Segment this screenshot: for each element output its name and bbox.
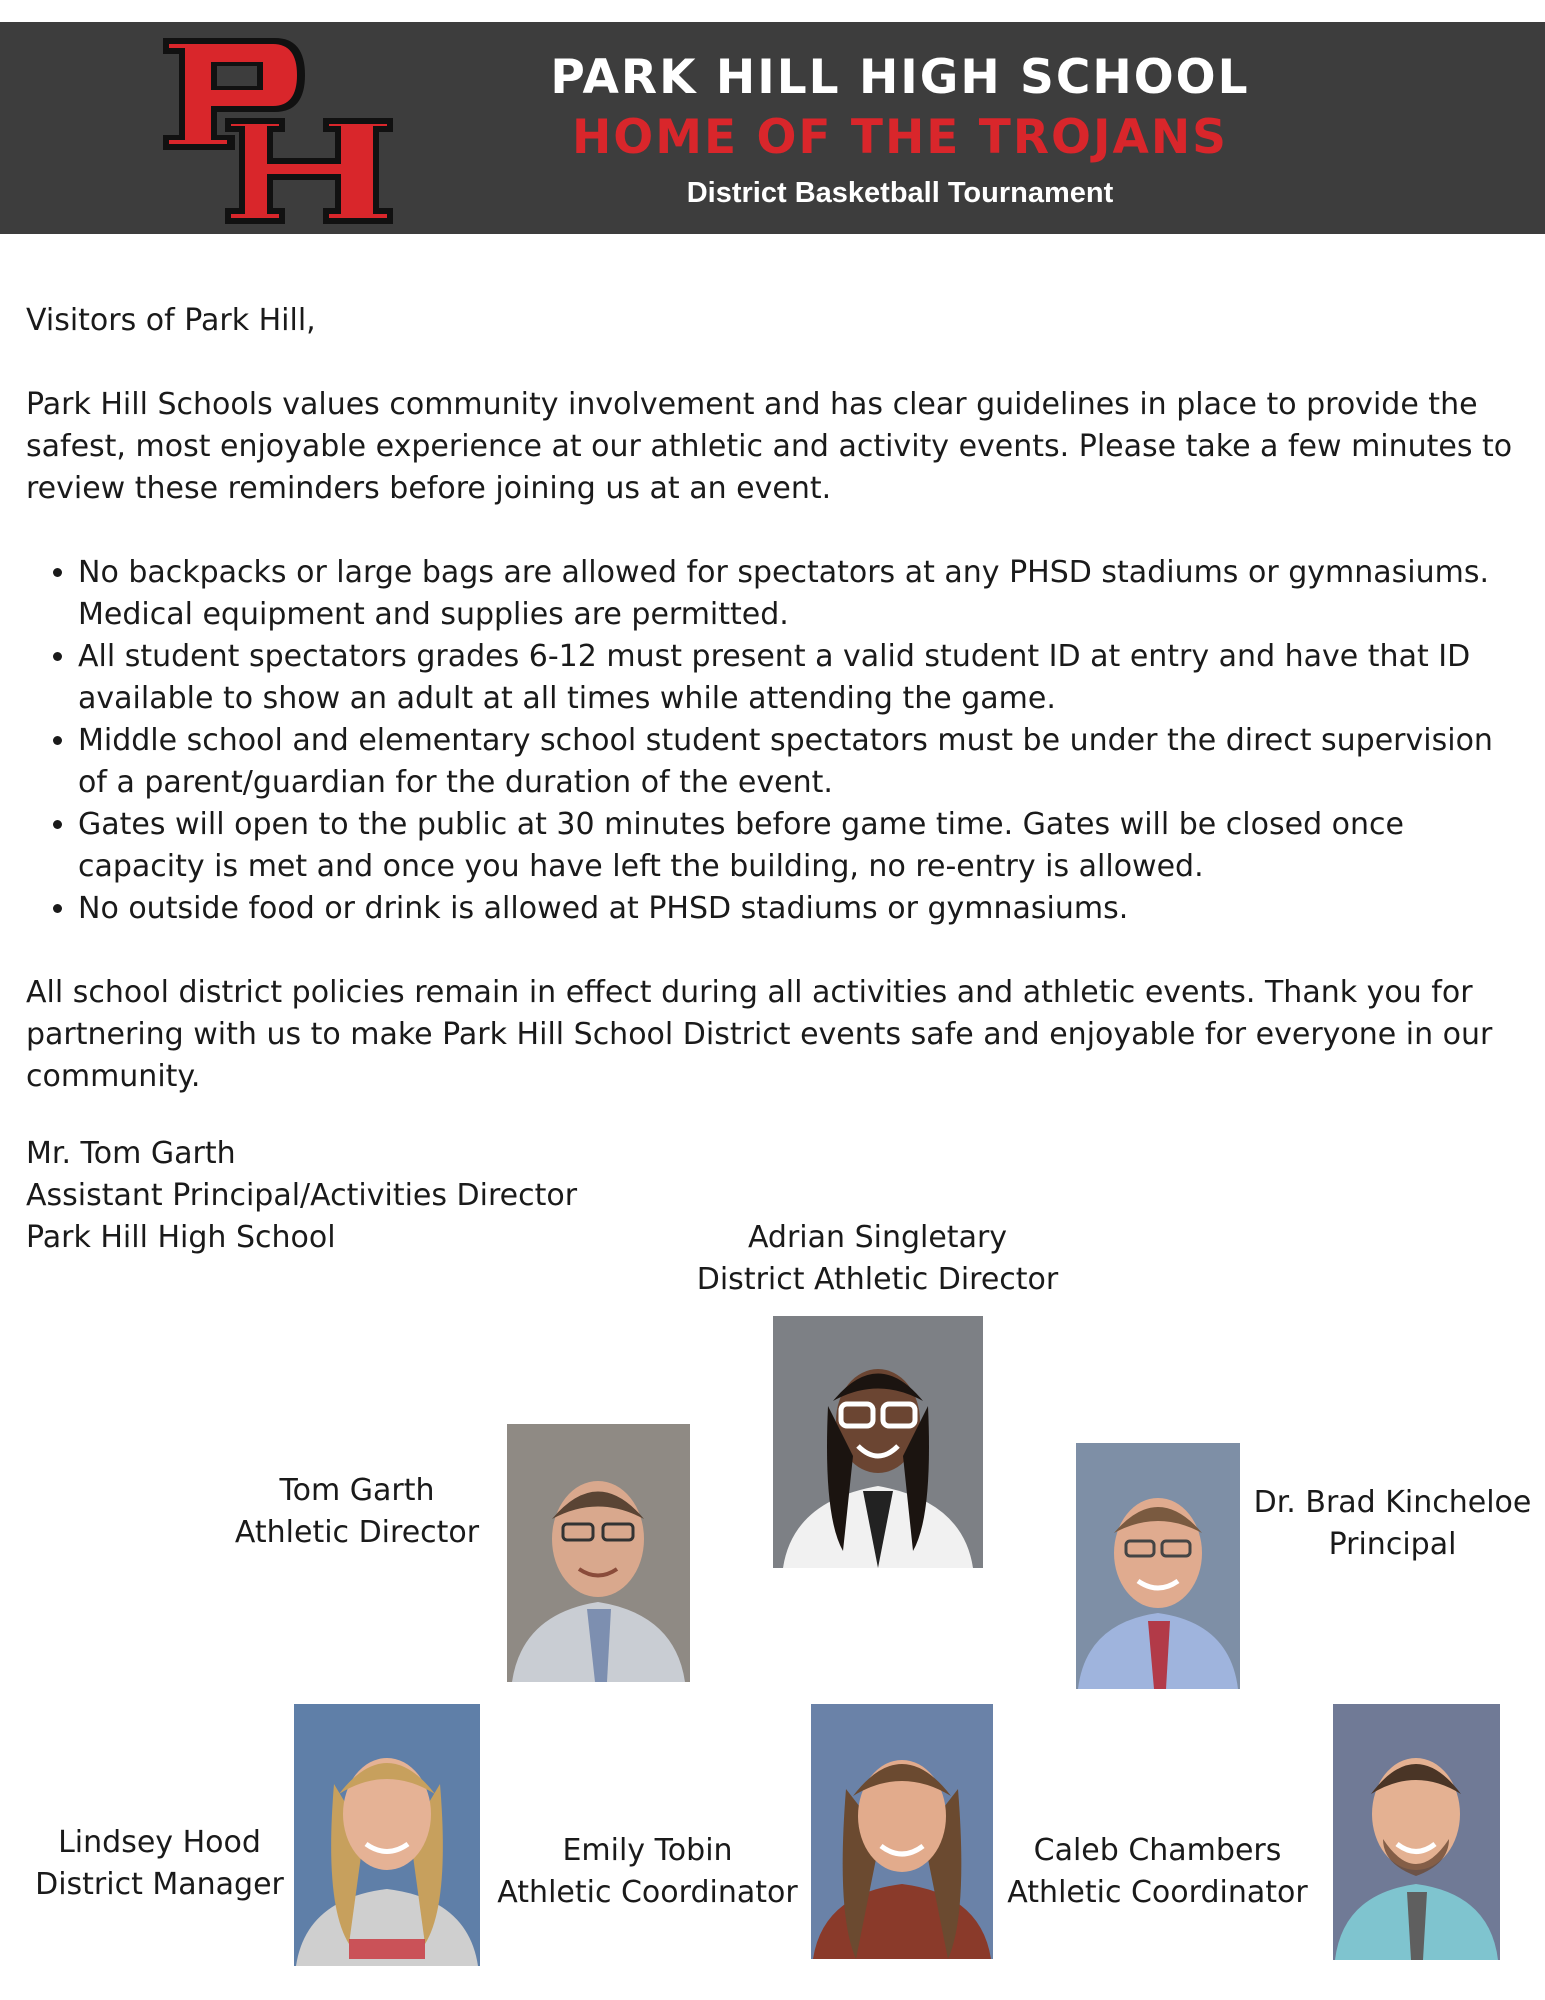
staff-title: District Athletic Director bbox=[696, 1262, 1059, 1297]
rule-item: • Gates will open to the public at 30 minutes before game time. Gates will be closed once capacity is met and once you have left the building, no re-entry is allowed. bbox=[78, 804, 1526, 888]
staff-name: Emily Tobin bbox=[562, 1833, 733, 1868]
rule-item: • All student spectators grades 6-12 must present a valid student ID at entry and have that ID available to show an adult at all times while attending the game. bbox=[78, 636, 1526, 720]
rule-item: • Middle school and elementary school student spectators must be under the direct supervision of a parent/guardian for the duration of the event. bbox=[78, 720, 1526, 804]
staff-caption-singletary bbox=[690, 1217, 1065, 1301]
staff-caption-tobin bbox=[495, 1830, 800, 1914]
staff-caption-kincheloe bbox=[1250, 1482, 1535, 1566]
staff-caption-garth bbox=[222, 1470, 492, 1554]
staff-title: Athletic Coordinator bbox=[497, 1875, 798, 1910]
rule-item: • No backpacks or large bags are allowed for spectators at any PHSD stadiums or gymnasiums. Medical equipment and supplies are permitted. bbox=[78, 552, 1526, 636]
staff-photo-garth bbox=[507, 1424, 690, 1682]
rules-list bbox=[26, 552, 1526, 930]
staff-photo-chambers bbox=[1333, 1704, 1500, 1960]
staff-name: Dr. Brad Kincheloe bbox=[1253, 1485, 1532, 1520]
header-text-block bbox=[520, 50, 1280, 210]
header-banner bbox=[0, 22, 1545, 234]
school-name: PARK HILL HIGH SCHOOL bbox=[550, 50, 1250, 105]
letter-intro: Park Hill Schools values community involvement and has clear guidelines in place to provide the safest, most enjoyable experience at our athletic and activity events. Please take a few minutes to review these reminders before joining us at an event. bbox=[26, 387, 1513, 506]
staff-photo-tobin bbox=[811, 1704, 993, 1959]
staff-title: District Manager bbox=[35, 1867, 284, 1902]
staff-name: Caleb Chambers bbox=[1033, 1833, 1282, 1868]
signature-school: Park Hill High School bbox=[26, 1220, 336, 1255]
signature-title: Assistant Principal/Activities Director bbox=[26, 1178, 578, 1213]
signature-block bbox=[26, 1133, 577, 1259]
staff-name: Tom Garth bbox=[279, 1473, 435, 1508]
staff-photo-kincheloe bbox=[1076, 1443, 1240, 1689]
staff-title: Principal bbox=[1328, 1527, 1457, 1562]
letter-greeting: Visitors of Park Hill, bbox=[26, 303, 316, 338]
staff-title: Athletic Coordinator bbox=[1007, 1875, 1308, 1910]
staff-title: Athletic Director bbox=[234, 1515, 480, 1550]
letter-body bbox=[26, 300, 1526, 1140]
staff-photo-singletary bbox=[773, 1316, 983, 1568]
signature-name: Mr. Tom Garth bbox=[26, 1136, 236, 1171]
school-tagline: HOME OF THE TROJANS bbox=[571, 110, 1229, 166]
staff-caption-chambers bbox=[1005, 1830, 1310, 1914]
rule-item: • No outside food or drink is allowed at PHSD stadiums or gymnasiums. bbox=[78, 888, 1526, 930]
staff-photo-hood bbox=[294, 1704, 480, 1966]
staff-caption-hood bbox=[32, 1822, 287, 1906]
staff-name: Lindsey Hood bbox=[58, 1825, 261, 1860]
letter-closing: All school district policies remain in effect during all activities and athletic events. Thank you for partnering with us to make Park Hill School District events safe and enjoyable for everyone in our community. bbox=[26, 975, 1493, 1094]
staff-name: Adrian Singletary bbox=[747, 1220, 1008, 1255]
event-title: District Basketball Tournament bbox=[686, 176, 1114, 209]
school-logo bbox=[155, 30, 400, 230]
